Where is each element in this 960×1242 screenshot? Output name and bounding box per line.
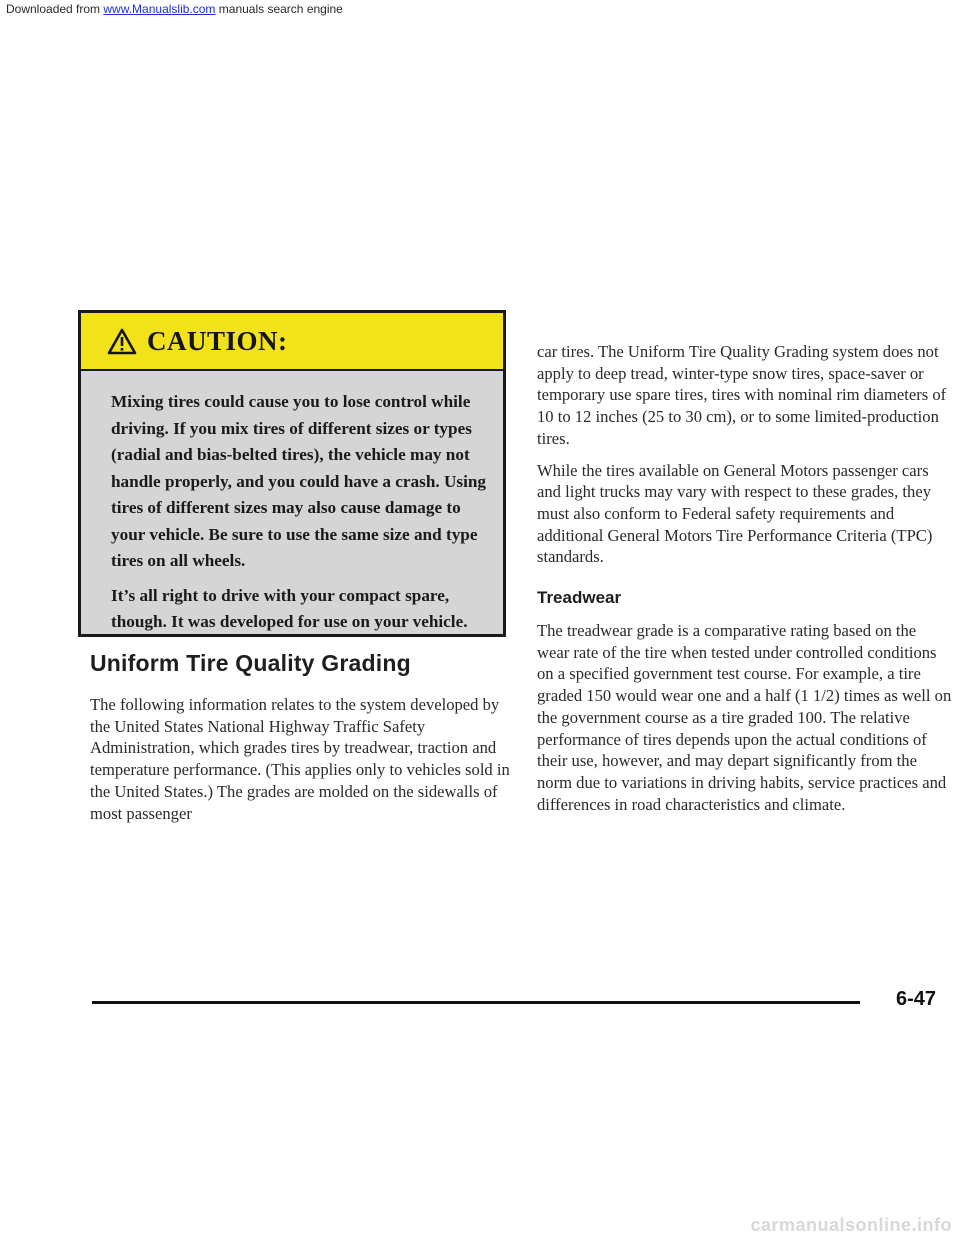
caution-paragraph: Mixing tires could cause you to lose control while driving. If you mix tires of different sizes or types (radial and bias-belted tires), the vehicle may not handle properly, and you could have a crash. Using tires of different sizes may also cause damage to your vehicle. Be sure to use the same size and type tires on all wheels. — [111, 392, 487, 570]
section-heading: Uniform Tire Quality Grading — [90, 650, 411, 676]
watermark-prefix: Downloaded from — [6, 2, 104, 16]
download-watermark — [6, 2, 343, 16]
subsection-heading: Treadwear — [537, 588, 622, 608]
body-paragraph: The following information relates to the system developed by the United States National Highway Traffic Safety Administration, which grades tires by treadwear, traction and temperature performance. (This applies only to vehicles sold in the United States.) The grades are molded on the sidewalls of most passenger — [90, 695, 510, 823]
body-paragraph: While the tires available on General Motors passenger cars and light trucks may vary with respect to these grades, they must also conform to Federal safety requirements and additional General Motors Tire Performance Criteria (TPC) standards. — [537, 460, 933, 567]
warning-triangle-icon — [107, 328, 137, 355]
caution-paragraph: It’s all right to drive with your compact spare, though. It was developed for use on your vehicle. — [111, 585, 468, 631]
caution-body — [81, 371, 503, 636]
footer-rule — [92, 1001, 854, 1004]
body-paragraph: car tires. The Uniform Tire Quality Grading system does not apply to deep tread, winter-type snow tires, space-saver or temporary use spare tires, tires with nominal rim diameters of 10 to 12 inches (25 to 30 cm), or to some limited-production tires. — [537, 342, 947, 448]
body-paragraph: The treadwear grade is a comparative rating based on the wear rate of the tire when tested under controlled conditions on a specified government test course. For example, a tire graded 150 would wear one and a half (1 1/2) times as well on the government course as a tire graded 100. The relative performance of tires depends upon the actual conditions of their use, however, and may depart significantly from the norm due to variations in driving habits, service practices and differences in road characteristics and climate. — [537, 621, 952, 814]
right-column — [537, 341, 952, 815]
caution-box — [78, 310, 506, 637]
site-watermark: carmanualsonline.info — [750, 1215, 952, 1235]
watermark-suffix: manuals search engine — [215, 2, 343, 16]
caution-title: CAUTION: — [147, 325, 288, 356]
manualslib-link[interactable]: www.Manualslib.com — [103, 2, 216, 16]
page-number: 6-47 — [896, 988, 937, 1010]
caution-header — [81, 313, 503, 371]
